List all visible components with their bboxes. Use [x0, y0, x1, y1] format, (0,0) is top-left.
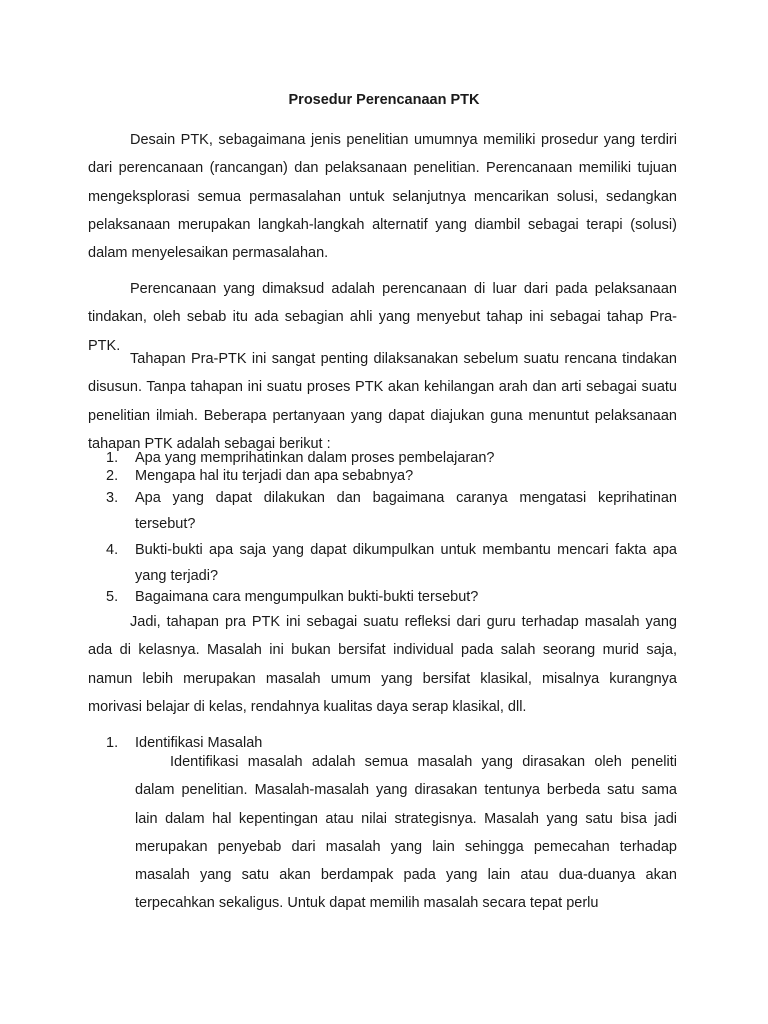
list-item: [88, 537, 677, 589]
document-title: Prosedur Perencanaan PTK: [288, 92, 480, 108]
paragraph-perencanaan: Perencanaan yang dimaksud adalah perencanaan di luar dari pada pelaksanaan tindakan, oleh sebab itu ada sebagian ahli yang menyebut tahap ini sebagai tahap Pra-PTK.: [88, 281, 677, 354]
paragraph-jadi: Jadi, tahapan pra PTK ini sebagai suatu refleksi dari guru terhadap masalah yang ada di kelasnya. Masalah ini bukan bersifat individual pada salah seorang murid saja, namun lebih merupakan masalah umum yang bersifat klasikal, misalnya kurangnya morivasi belajar di kelas, rendahnya kualitas daya serap klasikal, dll.: [88, 614, 677, 715]
list-item: [88, 468, 677, 486]
list-item-text: Bukti-bukti apa saja yang dapat dikumpulkan untuk membantu mencari fakta apa yang terjadi?: [135, 542, 677, 584]
list-item: [88, 450, 677, 468]
section-identifikasi-body: Identifikasi masalah adalah semua masalah yang dirasakan oleh peneliti dalam penelitian. Masalah-masalah yang dirasakan tentunya berbeda satu sama lain dalam hal kepentingan atau nilai strategisnya. Masalah yang satu bisa jadi merupakan penyebab dari masalah yang lain sehingga pemecahan terhadap masalah yang satu akan berdampak pada yang lain atau dua-duanya akan terpecahkan sekaligus. Untuk dapat memilih masalah secara tepat perlu: [135, 754, 677, 912]
paragraph-tahapan-pra-ptk: Tahapan Pra-PTK ini sangat penting dilaksanakan sebelum suatu rencana tindakan disusun. Tanpa tahapan ini suatu proses PTK akan kehilangan arah dan arti sebagai suatu penelitian ilmiah. Beberapa pertanyaan yang dapat diajukan guna menuntut pelaksanaan tahapan PTK adalah sebagai berikut :: [88, 351, 677, 452]
list-item-number: 3.: [106, 490, 119, 506]
list-item-text: Apa yang dapat dilakukan dan bagaimana caranya mengatasi keprihatinan tersebut?: [135, 490, 677, 532]
list-item-number: 5.: [106, 589, 119, 605]
list-item-text: Apa yang memprihatinkan dalam proses pembelajaran?: [135, 450, 495, 466]
list-item-number: 1.: [106, 450, 119, 466]
list-item: [88, 485, 677, 537]
question-list: [88, 450, 677, 607]
list-item: [88, 589, 677, 607]
list-item-text: Mengapa hal itu terjadi dan apa sebabnya?: [135, 467, 414, 484]
list-item-text: Bagaimana cara mengumpulkan bukti-bukti tersebut?: [135, 589, 479, 605]
list-item-number: 2.: [106, 467, 119, 484]
paragraph-intro: Desain PTK, sebagaimana jenis penelitian umumnya memiliki prosedur yang terdiri dari perencanaan (rancangan) dan pelaksanaan penelitian. Perencanaan memiliki tujuan mengeksplorasi semua permasalahan untuk selanjutnya mencarikan solusi, sedangkan pelaksanaan merupakan langkah-langkah alternatif yang diambil sebagai terapi (solusi) dalam menyelesaikan permasalahan.: [88, 132, 677, 262]
list-item-number: 4.: [106, 542, 119, 558]
section-heading: Identifikasi Masalah: [135, 735, 263, 751]
section-number: 1.: [106, 735, 119, 751]
